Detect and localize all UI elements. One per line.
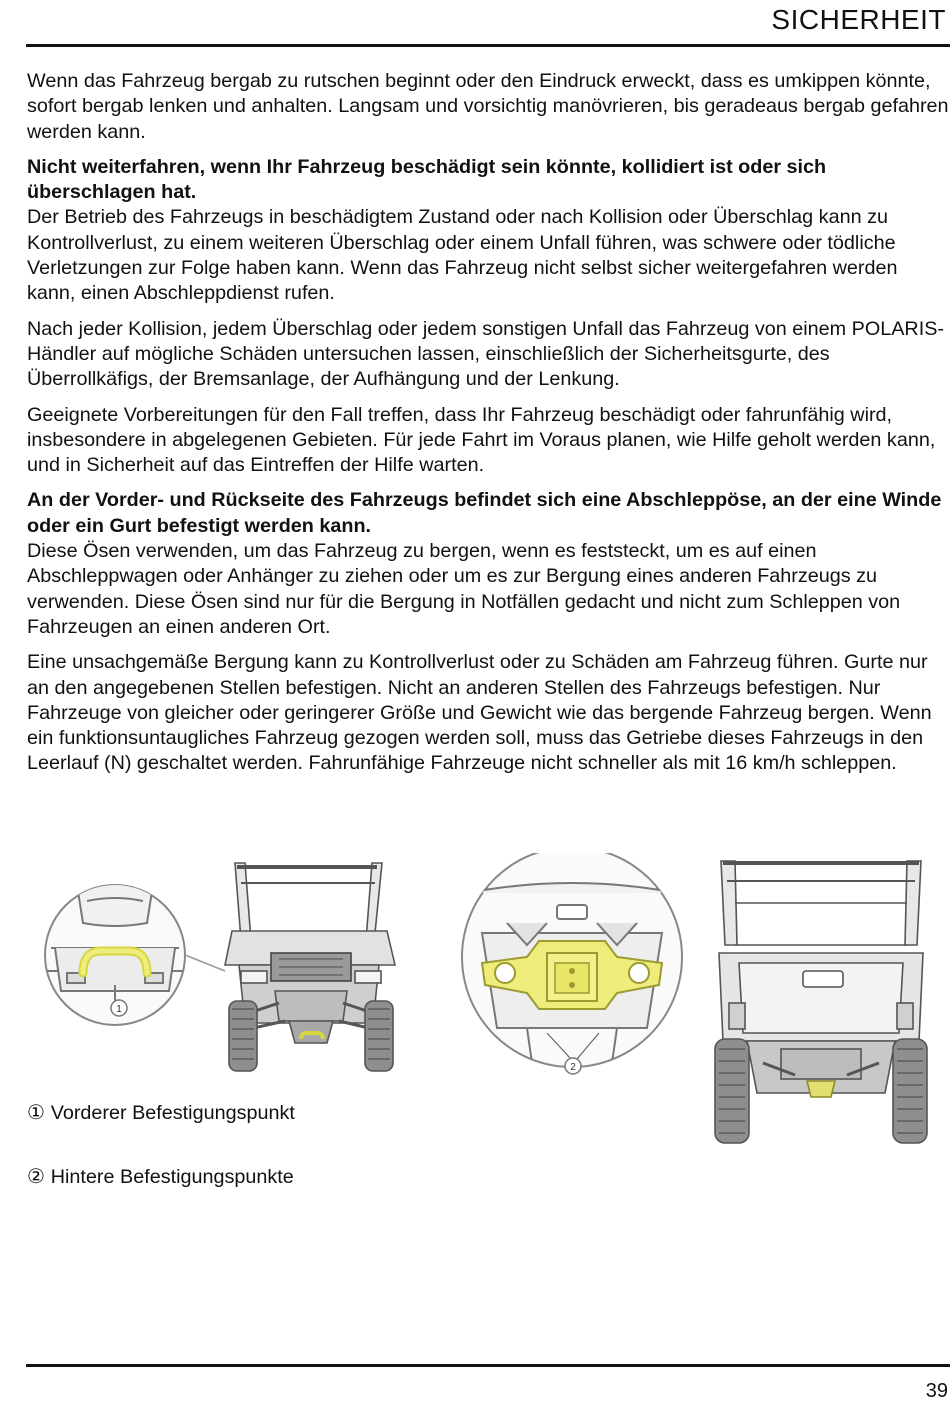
section-title: SICHERHEIT [771, 4, 946, 35]
paragraph-slope: Wenn das Fahrzeug bergab zu rutschen beginnt oder den Eindruck erweckt, dass es umkippen könnte, sofort bergab lenken und anhalten. Langsam und vorsichtig manövrieren, bis geradeaus bergab gefahren werden kann. [27, 70, 949, 143]
front-detail-magnifier [45, 880, 225, 1025]
caption-number-2: ② [27, 1166, 45, 1188]
caption-rear-tow-points [27, 1165, 294, 1189]
caption-front-tow-point [27, 1101, 295, 1125]
caption-text-2: Hintere Befestigungspunkte [50, 1166, 294, 1188]
main-content [27, 69, 949, 787]
warning-tow-points: An der Vorder- und Rückseite des Fahrzeugs befindet sich eine Abschleppöse, an der eine Winde oder ein Gurt befestigt werden kann. [27, 489, 942, 537]
caption-number-1: ① [27, 1102, 45, 1124]
paragraph-tow-usage: Diese Ösen verwenden, um das Fahrzeug zu bergen, wenn es feststeckt, um es auf einen Abschleppwagen oder Anhänger zu ziehen oder um es zur Bergung eines anderen Fahrzeugs zu verwenden. Diese Ösen sind nur für die Bergung in Notfällen gedacht und nicht zum Schleppen von Fahrzeugen an einen anderen Ort. [27, 540, 901, 638]
page-number: 39 [925, 1380, 948, 1402]
footer-divider [26, 1364, 950, 1367]
caption-text-1: Vorderer Befestigungspunkt [50, 1102, 295, 1124]
warning-damaged-vehicle: Nicht weiterfahren, wenn Ihr Fahrzeug beschädigt sein könnte, kollidiert ist oder sich überschlagen hat. [27, 155, 827, 204]
rear-detail-magnifier [462, 853, 682, 1074]
paragraph-dealer-inspection: Nach jeder Kollision, jedem Überschlag oder jedem sonstigen Unfall das Fahrzeug von einem POLARIS-Händler auf mögliche Schäden untersuchen lassen, einschließlich der Sicherheitsgurte, des Überrollkäfigs, der Bremsanlage, der Aufhängung und der Lenkung. [27, 317, 944, 391]
rear-vehicle-illustration [715, 861, 927, 1143]
paragraph-preparation: Geeignete Vorbereitungen für den Fall treffen, dass Ihr Fahrzeug beschädigt oder fahrunfähig wird, insbesondere in abgelegenen Gebieten. Für jede Fahrt im Voraus planen, wie Hilfe geholt werden kann, und in Sicherheit auf das Eintreffen der Hilfe warten. [27, 403, 936, 477]
callout-1-label: 1 [116, 1004, 122, 1015]
paragraph-damaged-operation: Der Betrieb des Fahrzeugs in beschädigtem Zustand oder nach Kollision oder Überschlag kann zu Kontrollverlust, zu einem weiteren Überschlag oder einem Unfall führen, was schwere oder tödliche Verletzungen zur Folge haben kann. Wenn das Fahrzeug nicht selbst sicher weitergefahren werden kann, einen Abschleppdienst rufen. [27, 206, 898, 305]
callout-2-label: 2 [570, 1062, 576, 1073]
front-vehicle-illustration [225, 863, 395, 1071]
paragraph-improper-recovery: Eine unsachgemäße Bergung kann zu Kontrollverlust oder zu Schäden am Fahrzeug führen. Gurte nur an den angegebenen Stellen befestigen. Nicht an anderen Stellen des Fahrzeugs befestigen. Nur Fahrzeuge von gleicher oder geringerer Größe und Gewicht wie das bergende Fahrzeug bergen. Wenn ein funktionsuntaugliches Fahrzeug gezogen werden soll, muss das Getriebe dieses Fahrzeugs in den Leerlauf (N) geschaltet werden. Fahrunfähige Fahrzeuge nicht schneller als mit 16 km/h schleppen. [27, 651, 932, 775]
header-divider [26, 44, 950, 47]
